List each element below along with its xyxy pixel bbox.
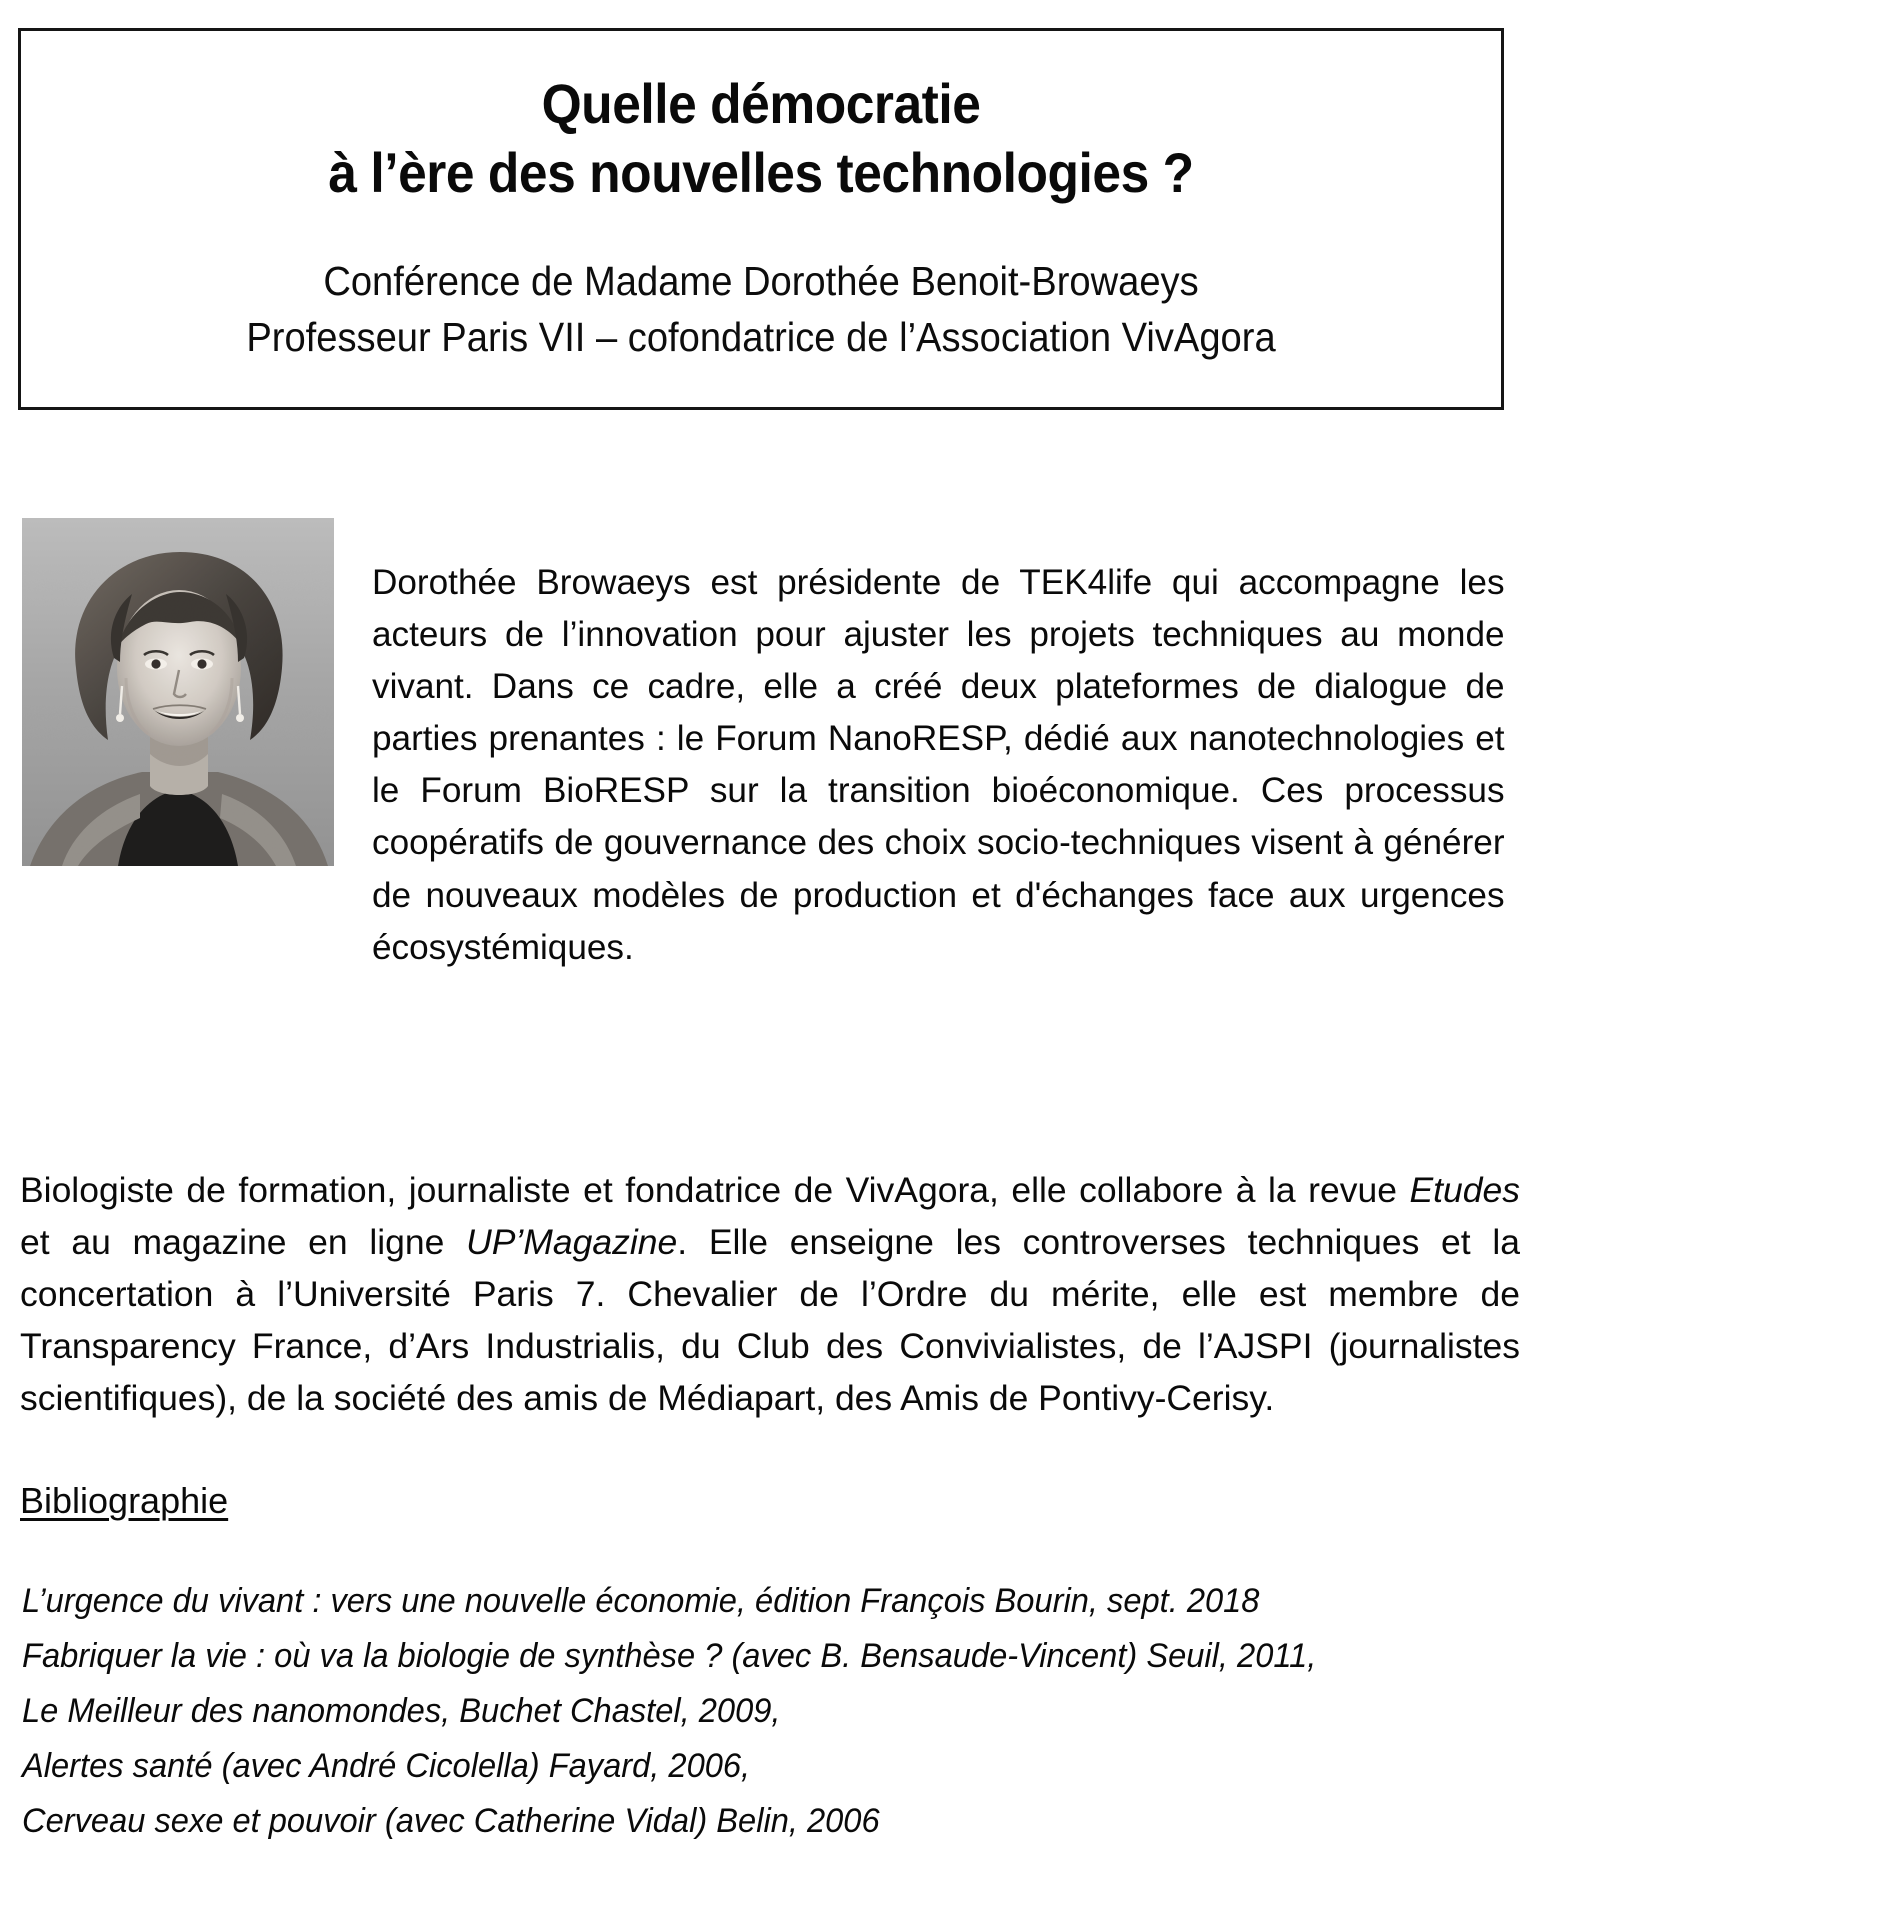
bibliography-heading: Bibliographie <box>20 1480 229 1521</box>
bio-text-part-2: et au magazine en ligne <box>20 1221 467 1262</box>
intro-paragraph: Dorothée Browaeys est présidente de TEK4life qui accompagne les acteurs de l’innovation pour ajuster les projets techniques au monde vivant. Dans ce cadre, elle a créé deux plateformes de dialogue de parties prenantes : le Forum NanoRESP, dédié aux nanotechnologies et le Forum BioRESP sur la transition bioéconomique. Ces processus coopératifs de gouvernance des choix socio-techniques visent à générer de nouveaux modèles de production et d'échanges face aux urgences écosystémiques. <box>372 561 1505 967</box>
bibliography-item: Cerveau sexe et pouvoir (avec Catherine Vidal) Belin, 2006 <box>22 1802 880 1841</box>
bibliography-item: Le Meilleur des nanomondes, Buchet Chastel, 2009, <box>22 1692 781 1731</box>
bibliography-item: L’urgence du vivant : vers une nouvelle économie, édition François Bourin, sept. 2018 <box>22 1582 1260 1620</box>
bibliography-item: Fabriquer la vie : où va la biologie de synthèse ? (avec B. Bensaude-Vincent) Seuil, 2011, <box>22 1637 1317 1676</box>
bio-italic-etudes: Etudes <box>1409 1169 1520 1210</box>
biography-paragraph <box>20 1164 1520 1425</box>
title-subtitle <box>73 208 1449 366</box>
bio-italic-upmagazine: UP’Magazine <box>466 1221 678 1262</box>
bibliography-item: Alertes santé (avec André Cicolella) Fayard, 2006, <box>22 1747 751 1786</box>
subtitle-line-1: Conférence de Madame Dorothée Benoit-Browaeys <box>323 257 1199 304</box>
portrait-illustration <box>22 518 334 866</box>
title-line-1: Quelle démocratie <box>541 72 981 135</box>
bibliography-list <box>22 1574 1782 1849</box>
title-line-2: à l’ère des nouvelles technologies ? <box>328 141 1194 205</box>
page-title <box>80 31 1442 208</box>
bio-text-part-3: . Elle enseigne les controverses techniques et la concertation à l’Université Paris 7. Chevalier de l’Ordre du mérite, elle est membre de Transparency France, d’Ars Industrialis, du Club des Convivialistes, de l’AJSPI (journalistes scientifiques), de la société des amis de Médiapart, des Amis de Pontivy-Cerisy. <box>20 1221 1520 1419</box>
title-box <box>18 28 1504 410</box>
bio-text-part-1: Biologiste de formation, journaliste et fondatrice de VivAgora, elle collabore à la revue <box>20 1169 1410 1210</box>
subtitle-line-2: Professeur Paris VII – cofondatrice de l’Association VivAgora <box>246 313 1276 360</box>
speaker-portrait-photo <box>22 518 334 866</box>
